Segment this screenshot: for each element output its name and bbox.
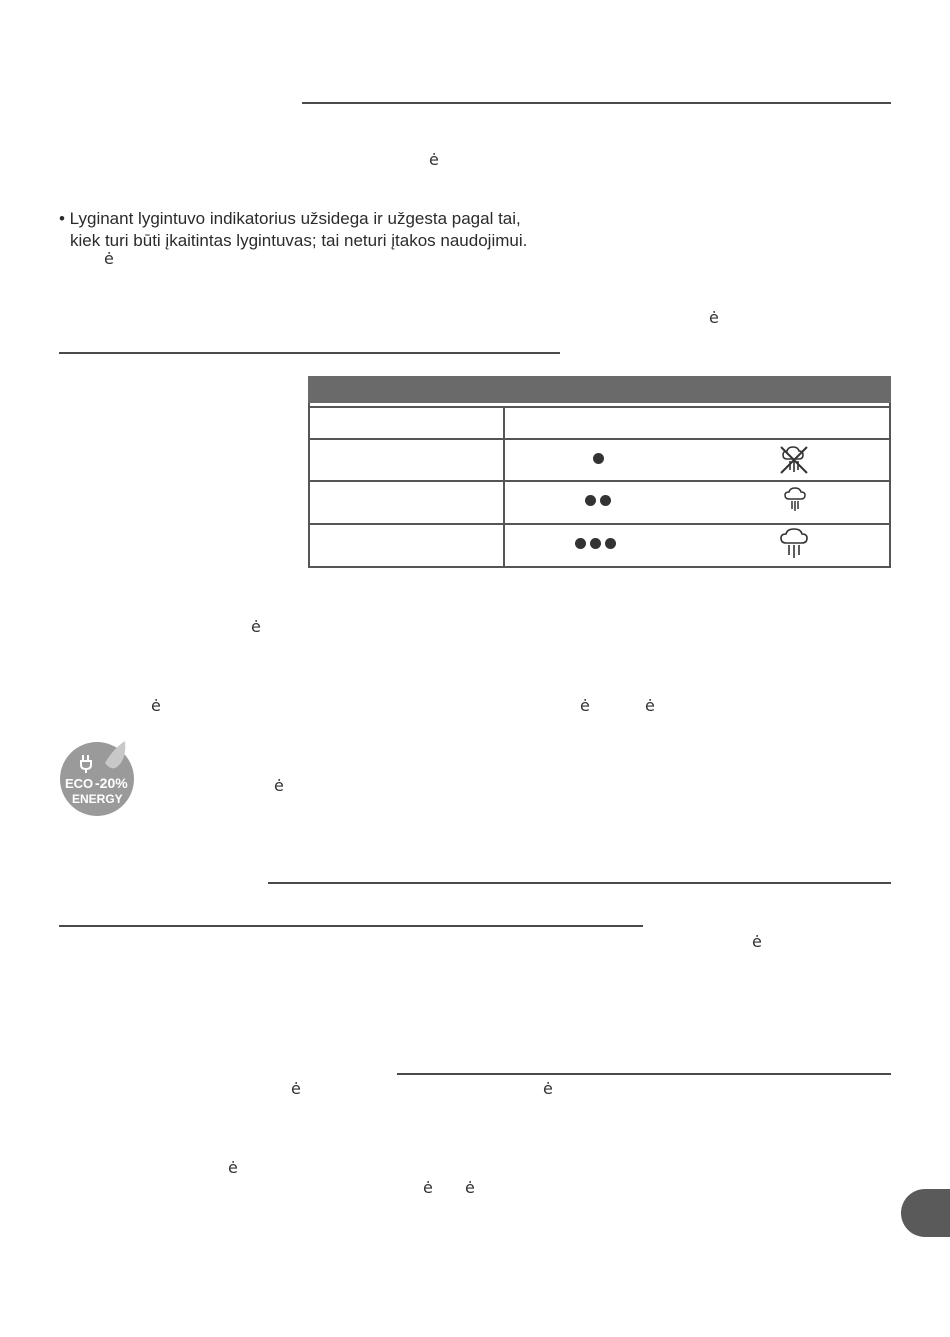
temperature-dot (593, 453, 604, 464)
section-rule-2 (59, 352, 560, 354)
steam-settings-table (308, 376, 891, 568)
steam-high-icon (778, 528, 810, 562)
stray-glyph: ė (104, 249, 114, 268)
temperature-dots-3 (575, 538, 616, 549)
temperature-dot (600, 495, 611, 506)
stray-glyph: ė (423, 1178, 433, 1197)
stray-glyph: ė (228, 1158, 238, 1177)
stray-glyph: ė (645, 696, 655, 715)
table-divider (310, 523, 889, 525)
table-divider (310, 438, 889, 440)
stray-glyph: ė (291, 1079, 301, 1098)
temperature-dot (575, 538, 586, 549)
table-divider (310, 480, 889, 482)
table-column-divider (503, 407, 505, 566)
temperature-dot (590, 538, 601, 549)
eco-badge-text-top: ECO (65, 776, 94, 791)
page-edge-tab (901, 1189, 950, 1237)
steam-low-icon (782, 487, 808, 515)
eco-badge-text-bottom: ENERGY (72, 792, 123, 806)
table-divider (310, 406, 889, 408)
eco-energy-badge-icon (59, 741, 135, 817)
stray-glyph: ė (465, 1178, 475, 1197)
stray-glyph: ė (543, 1079, 553, 1098)
section-rule-5 (397, 1073, 891, 1075)
section-rule-4 (59, 925, 643, 927)
temperature-dots-1 (593, 453, 604, 464)
no-steam-icon (778, 444, 810, 476)
temperature-dots-2 (585, 495, 611, 506)
indicator-note-line-2: kiek turi būti įkaitintas lygintuvas; tai neturi įtakos naudojimui. (70, 231, 528, 250)
stray-glyph: ė (274, 776, 284, 795)
stray-glyph: ė (709, 308, 719, 327)
stray-glyph: ė (580, 696, 590, 715)
stray-glyph: ė (151, 696, 161, 715)
table-header-bar (308, 376, 891, 403)
stray-glyph: ė (251, 617, 261, 636)
temperature-dot (585, 495, 596, 506)
indicator-note-line-1: • Lyginant lygintuvo indikatorius užsidega ir užgesta pagal tai, (59, 209, 521, 228)
temperature-dot (605, 538, 616, 549)
section-rule-1 (302, 102, 891, 104)
stray-glyph: ė (429, 150, 439, 169)
section-rule-3 (268, 882, 891, 884)
stray-glyph: ė (752, 932, 762, 951)
eco-badge-text-percent: -20% (95, 775, 128, 791)
indicator-note-paragraph (59, 208, 579, 252)
